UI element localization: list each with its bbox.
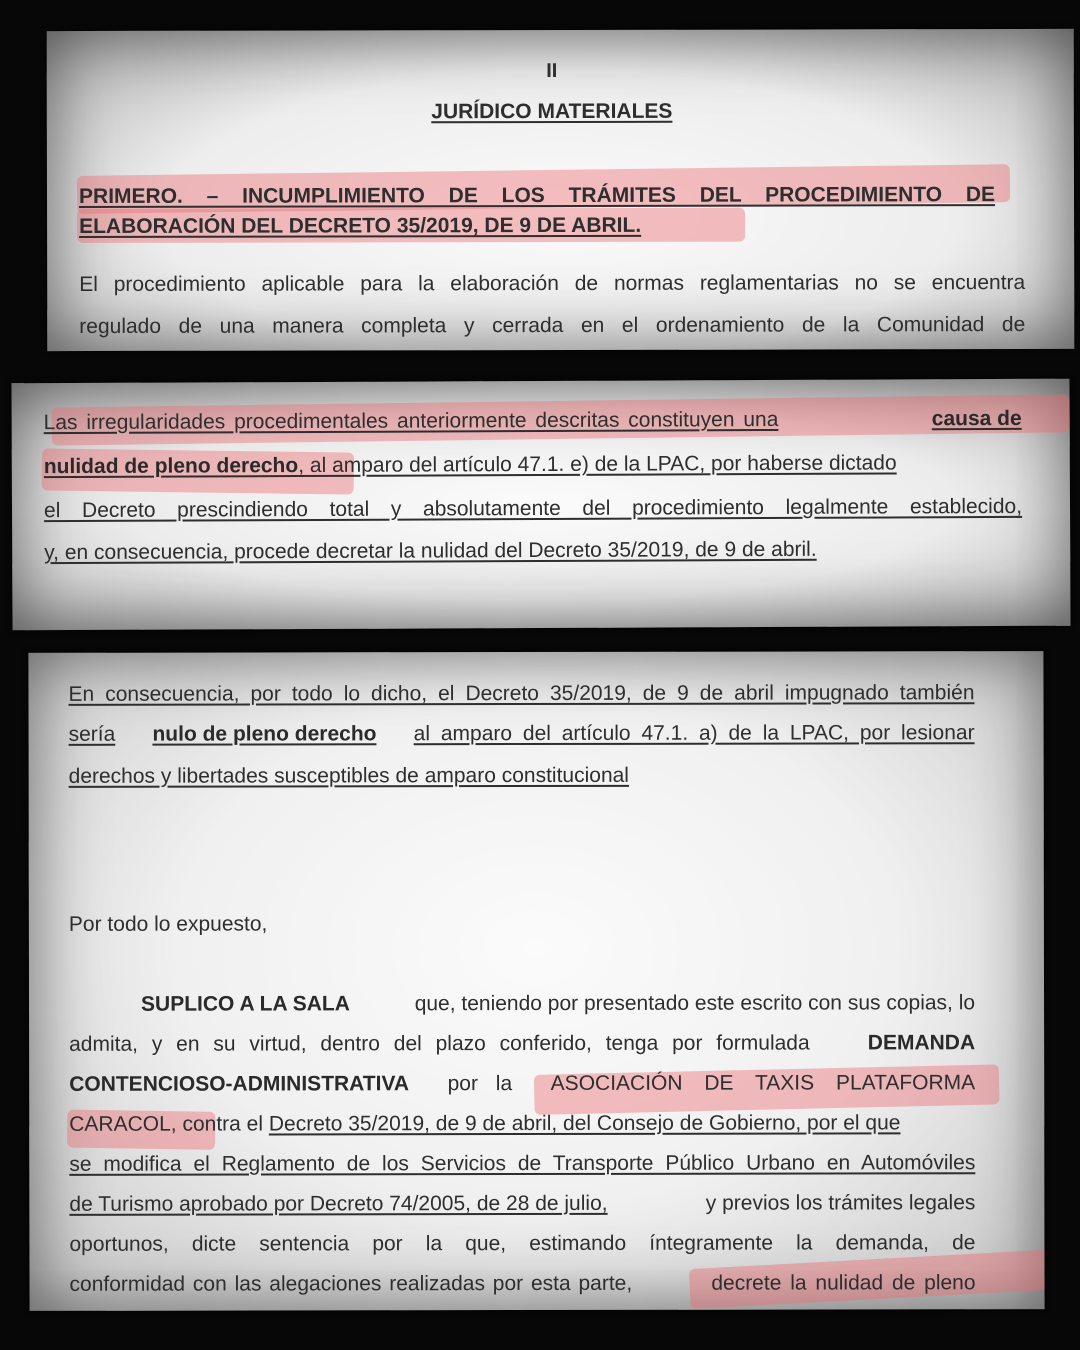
text-fragment: nulo de pleno derecho: [152, 722, 377, 746]
section-number: II: [546, 60, 558, 83]
text-fragment: decrete la nulidad de pleno: [711, 1271, 976, 1295]
text-fragment: ASOCIACIÓN DE TAXIS PLATAFORMA: [550, 1071, 976, 1095]
text-fragment: Las irregularidades procedimentales anteriormente descritas constituyen una: [43, 407, 779, 435]
paragraph-line: [141, 991, 975, 1016]
text-fragment: que, teniendo por presentado este escrito con sus copias, lo: [414, 991, 976, 1016]
paragraph-line: regulado de una manera completa y cerrada en el ordenamiento de la Comunidad de: [79, 313, 1026, 339]
text-fragment: al amparo del artículo 47.1. a) de la LPAC, por lesionar: [413, 721, 975, 746]
text-fragment: de Turismo aprobado por Decreto 74/2005, de 28 de julio,: [69, 1191, 608, 1216]
paragraph-line: [69, 1111, 975, 1137]
document-excerpt-3: [28, 651, 1044, 1311]
text-fragment: nulidad de pleno derecho: [43, 454, 299, 479]
text-fragment: causa de: [931, 406, 1022, 431]
text-fragment: , contra el: [170, 1112, 264, 1136]
paragraph-line: oportunos, dicte sentencia por la que, estimando íntegramente la demanda, de: [69, 1231, 976, 1256]
closing-phrase: Por todo lo expuesto,: [68, 912, 268, 936]
paragraph-line: el Decreto prescindiendo total y absolutamente del procedimiento legalmente establecido,: [43, 494, 1023, 523]
text-fragment: CARACOL: [69, 1112, 171, 1136]
document-excerpt-2: [11, 379, 1070, 631]
paragraph-line: El procedimiento aplicable para la elaboración de normas reglamentarias no se encuentra: [79, 271, 1026, 297]
paragraph-line: [44, 451, 897, 479]
paragraph-line: En consecuencia, por todo lo dicho, el Decreto 35/2019, de 9 de abril impugnado también: [68, 681, 975, 706]
text-fragment: sería: [68, 722, 116, 746]
paragraph-line: derechos y libertades susceptibles de amparo constitucional: [68, 763, 629, 788]
paragraph-line: [69, 1071, 975, 1097]
paragraph-line: y, en consecuencia, procede decretar la nulidad del Decreto 35/2019, de 9 de abril.: [44, 537, 817, 565]
text-fragment: DEMANDA: [867, 1031, 976, 1055]
heading-line: ELABORACIÓN DEL DECRETO 35/2019, DE 9 DE ABRIL.: [79, 213, 642, 239]
text-fragment: CONTENCIOSO-ADMINISTRATIVA: [69, 1072, 410, 1096]
paragraph-line: [69, 721, 975, 747]
text-fragment: admita, y en su virtud, dentro del plazo conferido, tenga por formulada: [69, 1031, 810, 1056]
paragraph-line: se modifica el Reglamento de los Servicios de Transporte Público Urbano en Automóviles: [69, 1151, 976, 1176]
section-title: JURÍDICO MATERIALES: [431, 99, 673, 124]
text-fragment: , al amparo del artículo 47.1. e) de la LPAC, por haberse dictado: [298, 451, 897, 478]
paragraph-line: [69, 1191, 975, 1217]
text-fragment: Decreto 35/2019, de 9 de abril, del Consejo de Gobierno, por el que: [268, 1111, 901, 1136]
paragraph-line: [69, 1031, 975, 1057]
text-fragment: por la: [447, 1072, 513, 1096]
heading-line: PRIMERO. – INCUMPLIMIENTO DE LOS TRÁMITES DEL PROCEDIMIENTO DE: [78, 183, 996, 209]
text-fragment: conformidad con las alegaciones realizadas por esta parte,: [69, 1271, 633, 1296]
text-fragment: SUPLICO A LA SALA: [141, 992, 350, 1016]
paragraph-line: [70, 1271, 976, 1297]
text-fragment: y previos los trámites legales: [705, 1191, 976, 1215]
paragraph-line: [44, 407, 1022, 435]
document-excerpt-1: [47, 29, 1075, 351]
